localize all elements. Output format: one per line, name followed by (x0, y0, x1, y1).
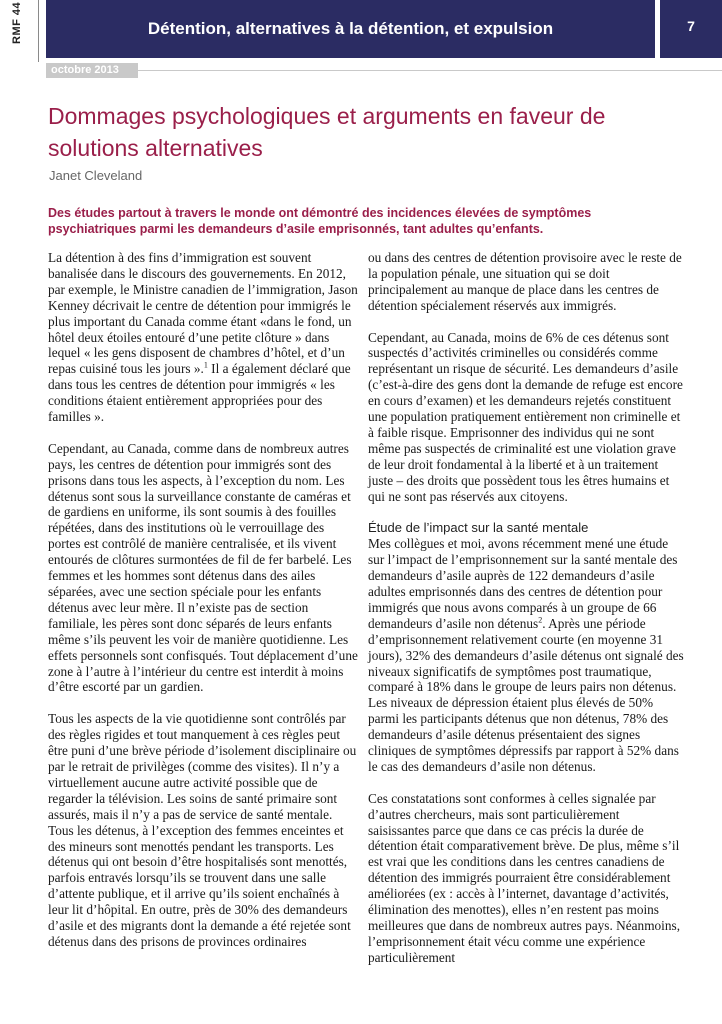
footnote-ref[interactable]: 2 (538, 615, 543, 625)
section-title: Détention, alternatives à la détention, et expulsion (147, 19, 554, 38)
paragraph-text: Mes collègues et moi, avons récemment mené une étude sur l’impact de l’emprisonnement sur la santé mentale des demandeurs d’asile auprès de 122 demandeurs d’asile adultes emprisonnés dans des centres de détention pour immigrés que nous avons comparés à un groupe de 66 demandeurs d’asile non détenus (368, 536, 678, 631)
text-column-right (368, 250, 684, 982)
paragraph: Ces constatations sont conformes à celles signalée par d’autres chercheurs, mais sont particulièrement saisissantes parce que dans ce cas précis la durée de détention était comparativement brève. De plus, même s’il est vrai que les conditions dans les centres canadiens de détention des immigrés pourraient être considérablement améliorées (ex : accès à l’internet, davantage d’activités, élimination des menottes), elles n’en restent pas moins meilleures que dans de nombreux autres pays. Néanmoins, l’emprisonnement était vécu comme une expérience particulièrement (368, 790, 681, 965)
section-header (46, 0, 655, 58)
article-abstract: Des études partout à travers le monde ont démontré des incidences élevées de symptômes psychiatriques parmi les demandeurs d’asile emprisonnés, tant adultes qu’enfants. (48, 206, 592, 236)
journal-side-tab (0, 0, 39, 62)
paragraph: Tous les aspects de la vie quotidienne sont contrôlés par des règles rigides et tout manquement à ces règles peut être puni d’une brève période d’isolement disciplinaire ou par le retrait de privilèges (comme des visites). Il n’y a virtuellement aucune autre activité possible que de regarder la télévision. Les soins de santé primaire sont assurés, mais il n’y a pas de service de santé mentale. Tous les détenus, à l’exception des femmes enceintes et des mineurs sont menottés pendant les transports. Les détenus qui ont besoin d’être hospitalisés sont menottés, parfois entravés lorsqu’ils se trouvent dans une salle d’attente publique, et il arrive qu’ils soient enchaînés à leur lit d’hôpital. En outre, près de 30% des demandeurs d’asile et des migrants dont la demande a été rejetée sont détenus dans des prisons de provinces ordinaires (48, 711, 357, 949)
paragraph-text: Il a également déclaré que dans tous les centres de détention pour immigrés « les conditions étaient entièrement appropriées pour des familles ». (48, 361, 351, 425)
text-column-left (48, 250, 360, 966)
paragraph: Cependant, au Canada, moins de 6% de ces détenus sont suspectés d’activités criminelles ou considérés comme représentant un risque de sécurité. Les demandeurs d’asile (c’est-à-dire des gens dont la demande de refuge est encore en cours d’examen) et les demandeurs rejetés constituent une population pratiquement entièrement non criminelle et à faible risque. Emprisonner des individus qui ne sont même pas suspectés de criminalité est une violation grave de leur droit fondamental à la liberté et à un traitement juste – des droits que possèdent tous les êtres humains et qui ne sont pas réservés aux citoyens. (368, 329, 683, 504)
issue-date: octobre 2013 (51, 64, 119, 76)
paragraph-text: La détention à des fins d’immigration est souvent banalisée dans le discours des gouvernements. En 2012, par exemple, le Ministre canadien de l’immigration, Jason Kenney décrivait le centre de détention pour immigrés le plus important du Canada comme étant «dans le fond, un hôtel deux étoiles entouré d’une petite clôture » dans lequel « les gens disposent de chambres d’hôtel, et d’un repas cuisiné tous les jours ». (48, 250, 358, 377)
paragraph-text: . Après une période d’emprisonnement relativement courte (en moyenne 31 jours), 32% des demandeurs d’asile détenus ont signalé des niveaux significatifs de symptômes post traumatique, comparé à 18% dans le groupe de leurs pairs non détenus. Les niveaux de dépression étaient plus élevés de 50% parmi les participants détenus que non détenus, 78% des demandeurs d’asile détenus présentaient des signes cliniques de symptômes dépressifs par rapport à 52% dans le cas des demandeurs d’asile non détenus. (368, 615, 684, 774)
issue-date-band (46, 63, 138, 78)
header-divider (138, 70, 722, 71)
journal-issue-label: RMF 44 (11, 1, 23, 44)
page-number: 7 (687, 18, 695, 34)
paragraph: ou dans des centres de détention provisoire avec le reste de la population pénale, une situation qui se doit principalement au manque de place dans les centres de détention spécialement réservés aux immigrés. (368, 250, 682, 313)
article-title: Dommages psychologiques et arguments en faveur de solutions alternatives (48, 103, 606, 161)
paragraph: Cependant, au Canada, comme dans de nombreux autres pays, les centres de détention pour immigrés sont des prisons dans tous les aspects, à l’exception du nom. Les détenus sont sous la surveillance constante de caméras et de gardiens en uniforme, ils sont soumis à des fouilles répétées, dans des institutions où le verrouillage des portes est contrôlé de manière centralisée, et ils vivent entourés de clôtures surmontées de fil de fer barbelé. Les femmes et les hommes sont détenus dans des ailes séparées, avec une section spéciale pour les enfants détenus avec leur mère. Il n’existe pas de section familiale, les pères sont donc séparés de leurs enfants même s’ils peuvent les voir de manière quotidienne. Les effets personnels sont confisqués. Tout déplacement d’une zone à l’autre à l’intérieur du centre est interdit à moins d’être escorté par un gardien. (48, 440, 358, 695)
paragraph (48, 250, 360, 425)
section-subheading: Étude de l’impact sur la santé mentale (368, 520, 589, 536)
article-author: Janet Cleveland (49, 168, 143, 183)
page-number-box (660, 0, 722, 58)
paragraph (368, 520, 684, 775)
footnote-ref[interactable]: 1 (203, 360, 208, 370)
